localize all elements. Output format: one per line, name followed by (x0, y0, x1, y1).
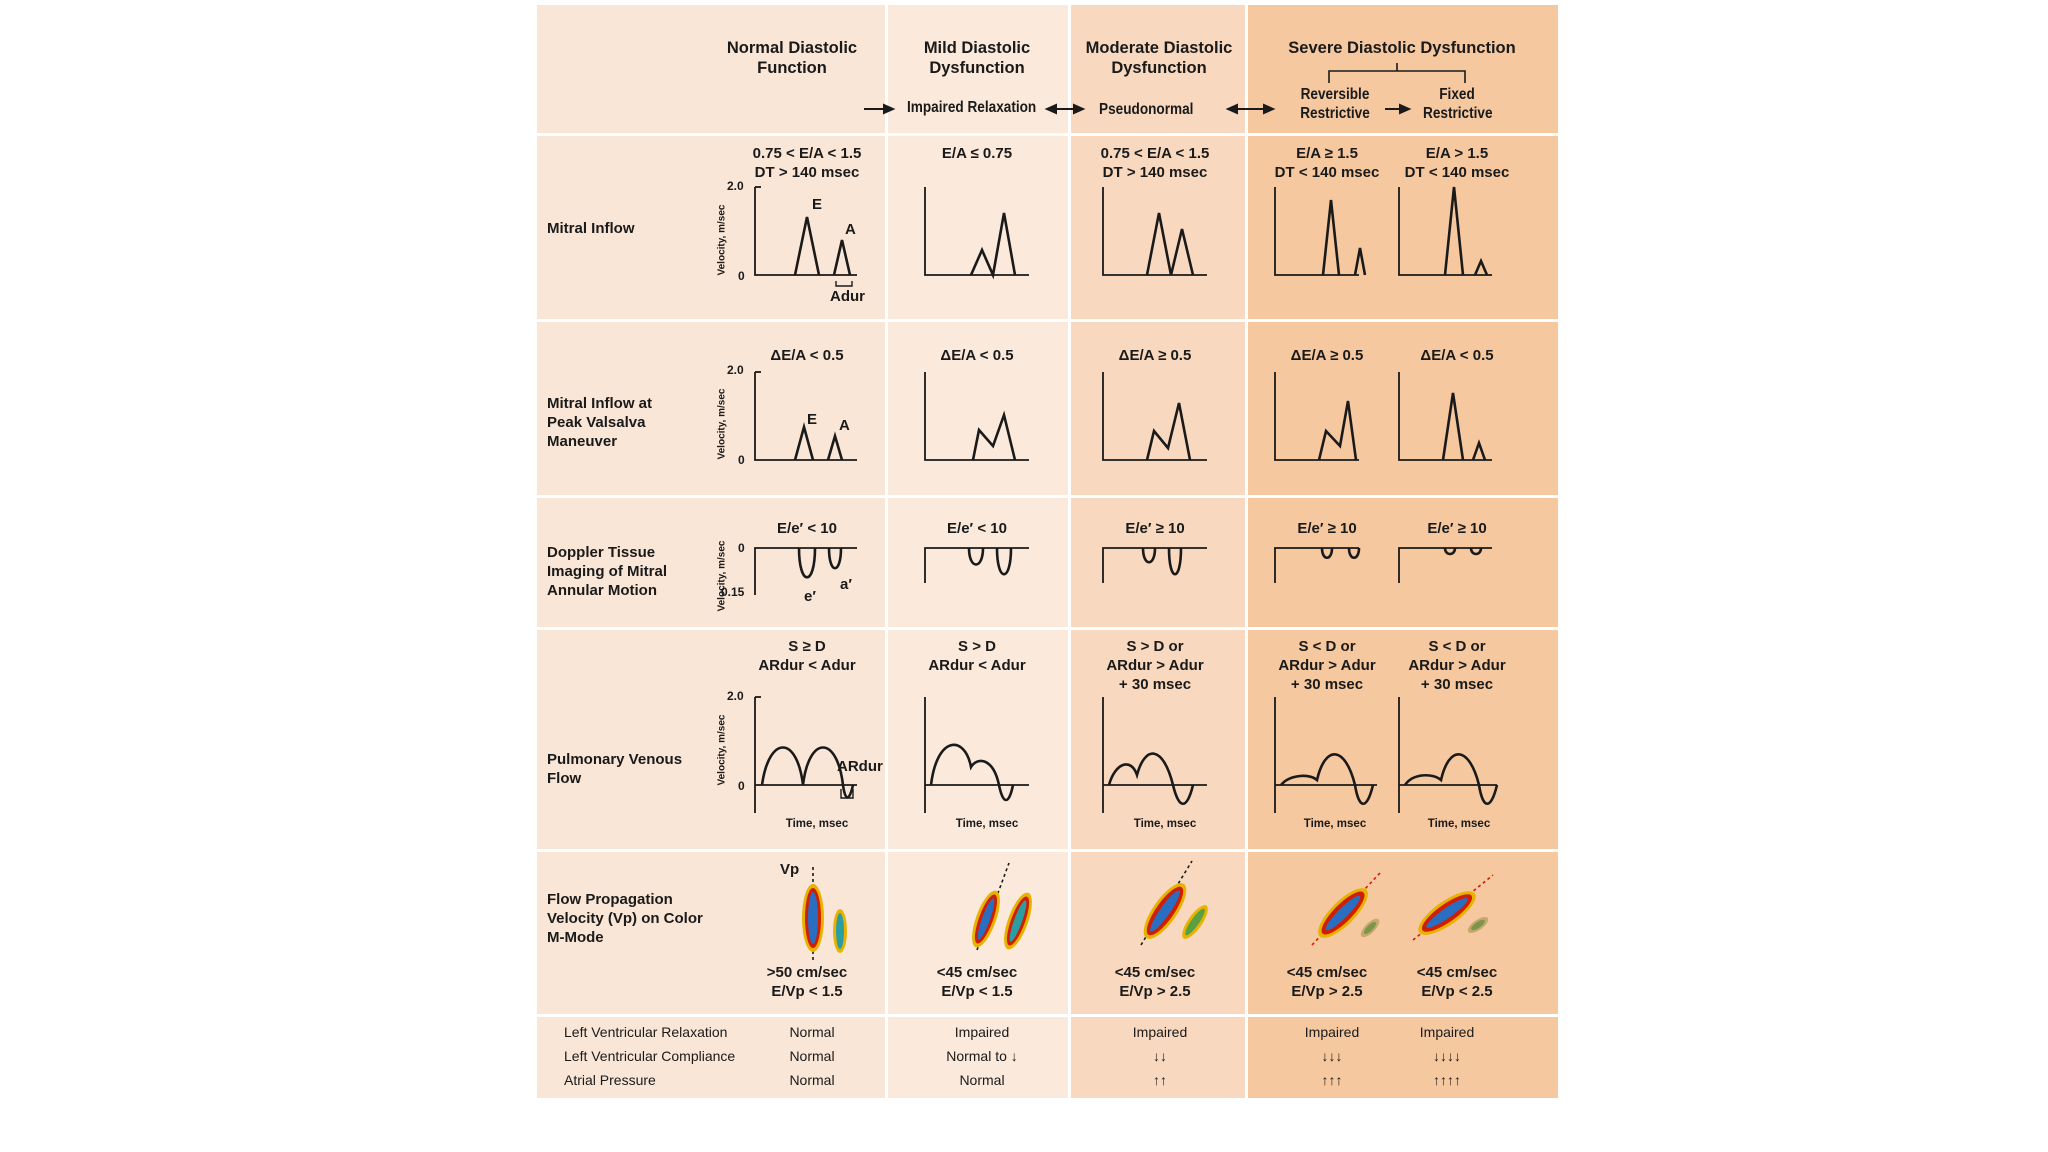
summary-compliance-reversible: ↓↓↓ (1321, 1048, 1343, 1064)
summary-label-pressure: Atrial Pressure (564, 1072, 656, 1088)
header-severe: Severe Diastolic Dysfunction (1288, 39, 1516, 57)
valsalva-wave-label-A: A (839, 417, 850, 434)
criteria-valsalva-moderate: ΔE/A ≥ 0.5 (1118, 347, 1192, 364)
criteria-dti-reversible: E/e′ ≥ 10 (1297, 520, 1357, 537)
row-label-doppler-tissue: Doppler Tissue Imaging of Mitral Annular Motion (547, 544, 667, 599)
summary-compliance-moderate: ↓↓ (1153, 1048, 1167, 1064)
dti-wave-label-e-prime: e′ (804, 588, 816, 605)
summary-relaxation-normal: Normal (789, 1024, 835, 1040)
criteria-mitral-moderate: 0.75 < E/A < 1.5 DT > 140 msec (1100, 145, 1210, 181)
pv-wave-label-ARdur: ARdur (837, 758, 883, 775)
criteria-dti-moderate: E/e′ ≥ 10 (1125, 520, 1185, 537)
summary-relaxation-fixed: Impaired (1419, 1024, 1475, 1040)
criteria-vp-normal: >50 cm/sec E/Vp < 1.5 (766, 964, 848, 1000)
pv-time-label-fixed: Time, msec (1427, 818, 1491, 830)
summary-pressure-fixed: ↑↑↑↑ (1433, 1072, 1461, 1088)
header-normal: Normal Diastolic Function (726, 39, 858, 77)
wave-label-Adur: Adur (830, 288, 865, 305)
criteria-valsalva-mild: ΔE/A < 0.5 (940, 347, 1014, 364)
label-pseudonormal: Pseudonormal (1099, 101, 1194, 118)
label-reversible-restrictive: Reversible Restrictive (1300, 86, 1370, 122)
criteria-dti-mild: E/e′ < 10 (947, 520, 1007, 537)
row-label-pulmonary-venous: Pulmonary Venous Flow (547, 751, 683, 787)
valsalva-yaxis-title: Velocity, m/sec (716, 388, 728, 460)
summary-relaxation-mild: Impaired (954, 1024, 1010, 1040)
header-mild: Mild Diastolic Dysfunction (923, 39, 1031, 77)
summary-compliance-mild: Normal to ↓ (946, 1048, 1018, 1064)
criteria-pv-moderate: S > D or ARdur > Adur + 30 msec (1106, 638, 1204, 693)
pv-time-label-moderate: Time, msec (1133, 818, 1197, 830)
criteria-pv-normal: S ≥ D ARdur < Adur (758, 638, 856, 674)
summary-pressure-moderate: ↑↑ (1153, 1072, 1167, 1088)
summary-label-compliance: Left Ventricular Compliance (564, 1048, 736, 1064)
row-label-mitral-inflow: Mitral Inflow (547, 220, 635, 237)
summary-relaxation-moderate: Impaired (1132, 1024, 1188, 1040)
waveforms (537, 5, 1558, 1098)
dti-yaxis-title: Velocity, m/sec (716, 540, 728, 612)
color-m-mode-blobs (802, 861, 1493, 960)
label-impaired-relaxation: Impaired Relaxation (907, 99, 1037, 116)
pv-time-label-mild: Time, msec (955, 818, 1019, 830)
criteria-valsalva-reversible: ΔE/A ≥ 0.5 (1290, 347, 1364, 364)
valsalva-wave-label-E: E (807, 411, 818, 428)
summary-label-relaxation: Left Ventricular Relaxation (564, 1024, 728, 1040)
valsalva-ytick-max: 2.0 (727, 363, 744, 377)
header-moderate: Moderate Diastolic Dysfunction (1085, 39, 1233, 77)
pv-ytick-max: 2.0 (727, 689, 744, 703)
mitral-yaxis-title: Velocity, m/sec (716, 204, 728, 276)
criteria-dti-fixed: E/e′ ≥ 10 (1427, 520, 1487, 537)
dti-ytick-zero: 0 (738, 541, 745, 555)
pv-yaxis-title: Velocity, m/sec (716, 714, 728, 786)
criteria-pv-reversible: S < D or ARdur > Adur + 30 msec (1278, 638, 1376, 693)
summary-pressure-normal: Normal (789, 1072, 835, 1088)
criteria-pv-fixed: S < D or ARdur > Adur + 30 msec (1408, 638, 1506, 693)
pv-time-label-normal: Time, msec (785, 818, 849, 830)
wave-label-E: E (812, 196, 823, 213)
summary-pressure-mild: Normal (959, 1072, 1005, 1088)
row-label-valsalva: Mitral Inflow at Peak Valsalva Maneuver (547, 395, 652, 450)
valsalva-curves (755, 372, 1492, 460)
criteria-valsalva-fixed: ΔE/A < 0.5 (1420, 347, 1494, 364)
criteria-mitral-mild: E/A ≤ 0.75 (941, 145, 1013, 162)
mitral-inflow-curves (755, 187, 1492, 286)
criteria-pv-mild: S > D ARdur < Adur (928, 638, 1026, 674)
criteria-vp-moderate: <45 cm/sec E/Vp > 2.5 (1114, 964, 1196, 1000)
mitral-ytick-zero: 0 (738, 269, 745, 283)
dti-ytick-bottom: 0.15 (721, 585, 745, 599)
row-label-flow-propagation: Flow Propagation Velocity (Vp) on Color M-Mode (547, 891, 703, 946)
mitral-ytick-max: 2.0 (727, 179, 744, 193)
dti-wave-label-a-prime: a′ (840, 576, 852, 593)
dti-curves (755, 548, 1492, 595)
summary-pressure-reversible: ↑↑↑ (1321, 1072, 1343, 1088)
summary-compliance-fixed: ↓↓↓↓ (1433, 1048, 1461, 1064)
summary-relaxation-reversible: Impaired (1304, 1024, 1360, 1040)
criteria-dti-normal: E/e′ < 10 (777, 520, 837, 537)
pulmonary-venous-curves (755, 697, 1497, 813)
pv-time-label-reversible: Time, msec (1303, 818, 1367, 830)
label-fixed-restrictive: Fixed Restrictive (1423, 86, 1493, 122)
criteria-mitral-reversible: E/A ≥ 1.5 DT < 140 msec (1274, 145, 1380, 181)
summary-compliance-normal: Normal (789, 1048, 835, 1064)
criteria-mitral-fixed: E/A > 1.5 DT < 140 msec (1404, 145, 1510, 181)
criteria-valsalva-normal: ΔE/A < 0.5 (770, 347, 844, 364)
criteria-vp-reversible: <45 cm/sec E/Vp > 2.5 (1286, 964, 1368, 1000)
valsalva-ytick-zero: 0 (738, 453, 745, 467)
vp-label: Vp (780, 861, 800, 878)
criteria-vp-fixed: <45 cm/sec E/Vp < 2.5 (1416, 964, 1498, 1000)
wave-label-A: A (845, 221, 856, 238)
diastolic-dysfunction-diagram (537, 5, 1558, 1098)
criteria-vp-mild: <45 cm/sec E/Vp < 1.5 (936, 964, 1018, 1000)
criteria-mitral-normal: 0.75 < E/A < 1.5 DT > 140 msec (752, 145, 862, 181)
pv-ytick-zero: 0 (738, 779, 745, 793)
